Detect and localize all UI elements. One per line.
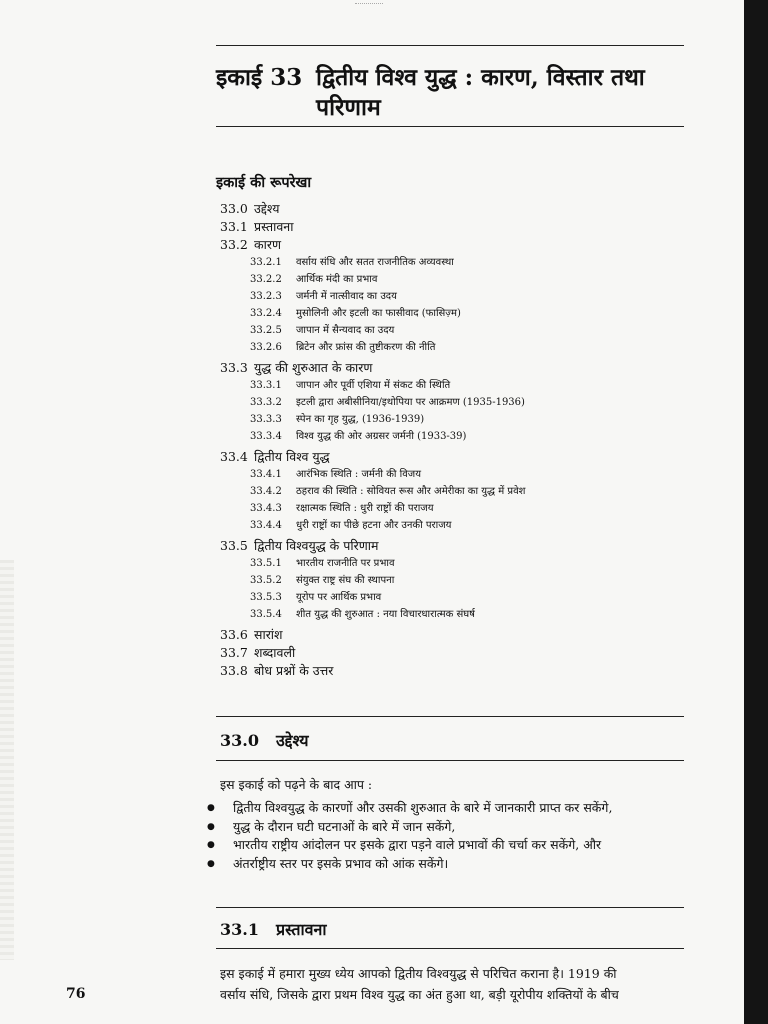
outline-item-number: 33.2.3	[250, 291, 282, 302]
outline-item-text: जर्मनी में नात्सीवाद का उदय	[296, 291, 397, 302]
section-1-rule-bottom	[216, 948, 684, 949]
outline-item-number: 33.3.2	[250, 397, 282, 408]
outline-section-item	[220, 200, 525, 218]
outline-item-text: विश्व युद्ध की ओर अग्रसर जर्मनी (1933-39)	[296, 431, 467, 442]
outline-item-number: 33.4.3	[250, 503, 282, 514]
outline-item-text: बोध प्रश्नों के उत्तर	[254, 663, 334, 678]
unit-title-line2: परिणाम	[316, 94, 381, 121]
outline-subsection-item	[220, 339, 525, 356]
outline-subsection-item	[220, 305, 525, 322]
outline-item-text: आरंभिक स्थिति : जर्मनी की विजय	[296, 469, 422, 480]
outline-item-text: रक्षात्मक स्थिति : धुरी राष्ट्रों की पराजय	[296, 503, 434, 514]
objective-text: भारतीय राष्ट्रीय आंदोलन पर इसके द्वारा पड़ने वाले प्रभावों की चर्चा कर सकेंगे, और	[233, 837, 602, 852]
outline-item-number: 33.5.2	[250, 575, 282, 586]
outline-item-text: ठहराव की स्थिति : सोवियत रूस और अमेरीका का युद्ध में प्रवेश	[296, 486, 526, 497]
unit-title	[216, 60, 645, 92]
bullet-icon: ●	[207, 840, 215, 851]
section-0-title: उद्देश्य	[276, 731, 309, 750]
outline-item-number: 33.4.1	[250, 469, 282, 480]
outline-item-text: उद्देश्य	[254, 201, 280, 216]
outline-item-text: ब्रिटेन और फ्रांस की तुष्टीकरण की नीति	[296, 342, 436, 353]
outline-item-number: 33.1	[220, 219, 248, 234]
outline-item-text: आर्थिक मंदी का प्रभाव	[296, 274, 378, 285]
outline-item-number: 33.0	[220, 201, 248, 216]
outline-item-text: द्वितीय विश्व युद्ध	[254, 449, 330, 464]
outline-item-number: 33.3.3	[250, 414, 282, 425]
section-1-title: प्रस्तावना	[276, 920, 327, 939]
outline-subsection-item	[220, 466, 525, 483]
objective-item	[207, 799, 612, 818]
outline-item-text: जापान और पूर्वी एशिया में संकट की स्थिति	[296, 380, 451, 391]
objective-text: अंतर्राष्ट्रीय स्तर पर इसके प्रभाव को आंक सकेंगे।	[233, 855, 449, 871]
outline-subsection-item	[220, 606, 525, 623]
section-0-heading	[220, 729, 309, 751]
outline-item-text: प्रस्तावना	[254, 219, 294, 234]
objective-item	[207, 836, 612, 855]
title-rule	[216, 126, 684, 127]
outline-item-number: 33.2	[220, 237, 248, 252]
outline-item-text: स्पेन का गृह युद्ध, (1936-1939)	[296, 414, 425, 425]
outline-heading: इकाई की रूपरेखा	[216, 174, 312, 191]
outline-item-number: 33.2.6	[250, 342, 282, 353]
outline-subsection-item	[220, 377, 525, 394]
outline-item-text: शीत युद्ध की शुरुआत : नया विचारधारात्मक संघर्ष	[296, 609, 475, 620]
objective-item	[207, 855, 612, 874]
unit-label: इकाई 33	[216, 64, 303, 91]
section-1-rule-top	[216, 907, 684, 908]
outline-item-number: 33.4.2	[250, 486, 282, 497]
outline-section-item	[220, 359, 525, 377]
outline-item-number: 33.6	[220, 627, 248, 642]
section-1-number: 33.1	[220, 920, 259, 939]
outline-item-number: 33.2.1	[250, 257, 282, 268]
outline-section-item	[220, 537, 525, 555]
outline-subsection-item	[220, 589, 525, 606]
outline-item-number: 33.5.3	[250, 592, 282, 603]
section-1-heading	[220, 918, 327, 940]
outline-section-item	[220, 662, 525, 680]
outline-item-text: यूरोप पर आर्थिक प्रभाव	[296, 592, 382, 603]
outline-item-number: 33.3.1	[250, 380, 282, 391]
outline-subsection-item	[220, 411, 525, 428]
outline-item-text: कारण	[254, 237, 281, 252]
outline-item-text: संयुक्त राष्ट्र संघ की स्थापना	[296, 575, 395, 586]
outline-item-number: 33.3.4	[250, 431, 282, 442]
section-0-number: 33.0	[220, 731, 259, 750]
outline-item-text: धुरी राष्ट्रों का पीछे हटना और उनकी पराजय	[296, 520, 452, 531]
unit-title-line1: द्वितीय विश्व युद्ध : कारण, विस्तार तथा	[316, 64, 645, 91]
outline-subsection-item	[220, 288, 525, 305]
outline-subsection-item	[220, 517, 525, 534]
page-number: 76	[66, 986, 86, 1002]
objective-item	[207, 818, 612, 837]
outline-item-number: 33.4	[220, 449, 248, 464]
bullet-icon: ●	[207, 803, 215, 814]
outline-item-text: द्वितीय विश्वयुद्ध के परिणाम	[254, 538, 379, 553]
outline-item-number: 33.2.2	[250, 274, 282, 285]
outline-subsection-item	[220, 322, 525, 339]
paragraph-line: वर्साय संधि, जिसके द्वारा प्रथम विश्व युद्ध का अंत हुआ था, बड़ी यूरोपीय शक्तियों के बीच	[220, 987, 619, 1002]
scan-speck	[355, 3, 383, 6]
outline-item-number: 33.5.1	[250, 558, 282, 569]
outline-item-number: 33.4.4	[250, 520, 282, 531]
table-of-contents	[220, 200, 525, 680]
objective-text: द्वितीय विश्वयुद्ध के कारणों और उसकी शुरुआत के बारे में जानकारी प्राप्त कर सकेंगे,	[233, 800, 613, 815]
introduction-paragraph	[220, 963, 619, 1005]
outline-item-text: जापान में सैन्यवाद का उदय	[296, 325, 395, 336]
objectives-intro: इस इकाई को पढ़ने के बाद आप :	[220, 777, 373, 792]
outline-subsection-item	[220, 394, 525, 411]
outline-item-number: 33.7	[220, 645, 248, 660]
outline-item-text: भारतीय राजनीति पर प्रभाव	[296, 558, 395, 569]
outline-subsection-item	[220, 555, 525, 572]
outline-item-text: वर्साय संधि और सतत राजनीतिक अव्यवस्था	[296, 257, 454, 268]
outline-section-item	[220, 626, 525, 644]
outline-item-text: इटली द्वारा अबीसीनिया/इथोपिया पर आक्रमण (1935-1936)	[296, 397, 525, 408]
section-0-rule-bottom	[216, 760, 684, 761]
outline-section-item	[220, 218, 525, 236]
bullet-icon: ●	[207, 858, 215, 869]
outline-section-item	[220, 236, 525, 254]
outline-item-number: 33.3	[220, 360, 248, 375]
scan-edge-shadow	[744, 0, 768, 1024]
outline-item-text: मुसोलिनी और इटली का फासीवाद (फासिज़्म)	[296, 308, 461, 319]
outline-item-text: शब्दावली	[254, 645, 296, 660]
objectives-list	[207, 799, 612, 873]
outline-subsection-item	[220, 483, 525, 500]
section-0-rule-top	[216, 716, 684, 717]
outline-item-number: 33.5.4	[250, 609, 282, 620]
scan-edge-texture	[0, 560, 14, 960]
objective-text: युद्ध के दौरान घटी घटनाओं के बारे में जान सकेंगे,	[233, 818, 456, 834]
outline-item-number: 33.2.5	[250, 325, 282, 336]
outline-item-number: 33.5	[220, 538, 248, 553]
outline-item-number: 33.2.4	[250, 308, 282, 319]
outline-item-number: 33.8	[220, 663, 248, 678]
outline-subsection-item	[220, 254, 525, 271]
bullet-icon: ●	[207, 821, 215, 832]
top-rule	[216, 45, 684, 46]
outline-subsection-item	[220, 572, 525, 589]
outline-section-item	[220, 644, 525, 662]
outline-item-text: सारांश	[254, 627, 283, 642]
paragraph-line: इस इकाई में हमारा मुख्य ध्येय आपको द्वितीय विश्वयुद्ध से परिचित कराना है। 1919 की	[220, 966, 617, 981]
outline-subsection-item	[220, 271, 525, 288]
outline-section-item	[220, 448, 525, 466]
outline-subsection-item	[220, 500, 525, 517]
outline-subsection-item	[220, 428, 525, 445]
outline-item-text: युद्ध की शुरुआत के कारण	[254, 360, 373, 375]
